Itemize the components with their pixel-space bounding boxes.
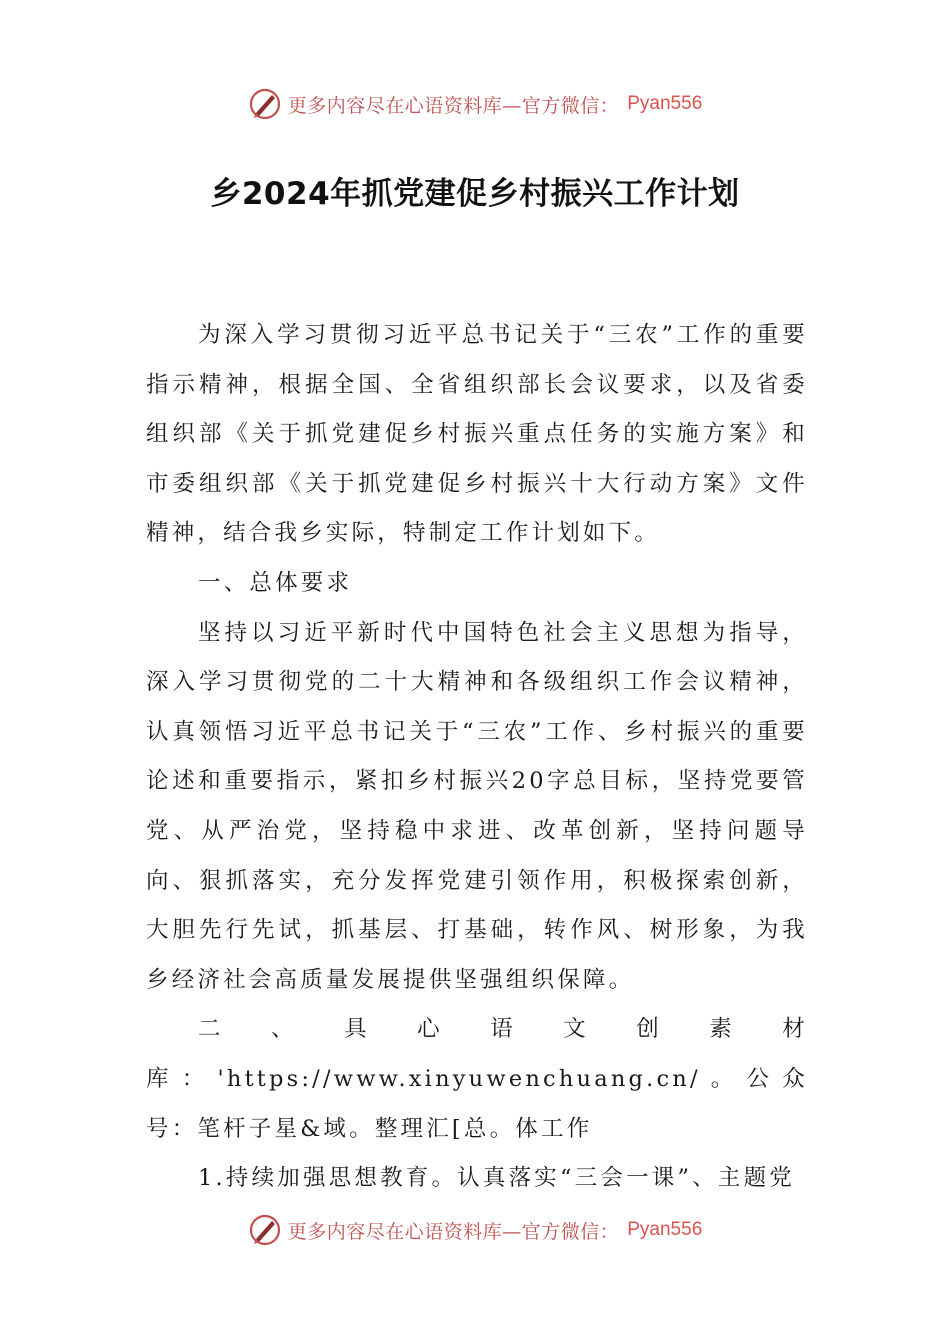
- section-heading-specific-work: 二、具心语文创素材库：'https://www.xinyuwenchuang.cn/。公众号：笔杆子星&域。整理汇[总。体工作: [146, 1016, 808, 1142]
- header-watermark-banner: [0, 84, 950, 124]
- pen-circle-logo-icon: [248, 87, 282, 121]
- banner-wechat-id: Pyan556: [627, 93, 703, 114]
- intro-paragraph: 为深入学习贯彻习近平总书记关于“三农”工作的重要指示精神，根据全国、全省组织部长会议要求，以及省委组织部《关于抓党建促乡村振兴重点任务的实施方案》和市委组织部《关于抓党建促乡村振兴十大行动方案》文件精神，结合我乡实际，特制定工作计划如下。: [146, 322, 808, 547]
- item-1-paragraph: 1.持续加强思想教育。认真落实“三会一课”、主题党: [198, 1165, 795, 1192]
- footer-watermark-banner: [0, 1210, 950, 1250]
- document-title: 乡2024年抓党建促乡村振兴工作计划: [210, 176, 740, 212]
- banner-text: 更多内容尽在心语资料库—官方微信：: [287, 1220, 620, 1243]
- general-requirements-paragraph: 坚持以习近平新时代中国特色社会主义思想为指导，深入学习贯彻党的二十大精神和各级组织工作会议精神，认真领悟习近平总书记关于“三农”工作、乡村振兴的重要论述和重要指示，紧扣乡村振兴20字总目标，坚持党要管党、从严治党，坚持稳中求进、改革创新，坚持问题导向、狠抓落实，充分发挥党建引领作用，积极探索创新，大胆先行先试，抓基层、打基础，转作风、树形象，为我乡经济社会高质量发展提供坚强组织保障。: [146, 619, 808, 993]
- banner-wechat-id: Pyan556: [627, 1219, 703, 1240]
- banner-text: 更多内容尽在心语资料库—官方微信：: [287, 94, 620, 117]
- pen-circle-logo-icon: [248, 1213, 282, 1247]
- section-heading-general-requirements: 一、总体要求: [198, 569, 353, 596]
- document-body: [146, 311, 808, 1204]
